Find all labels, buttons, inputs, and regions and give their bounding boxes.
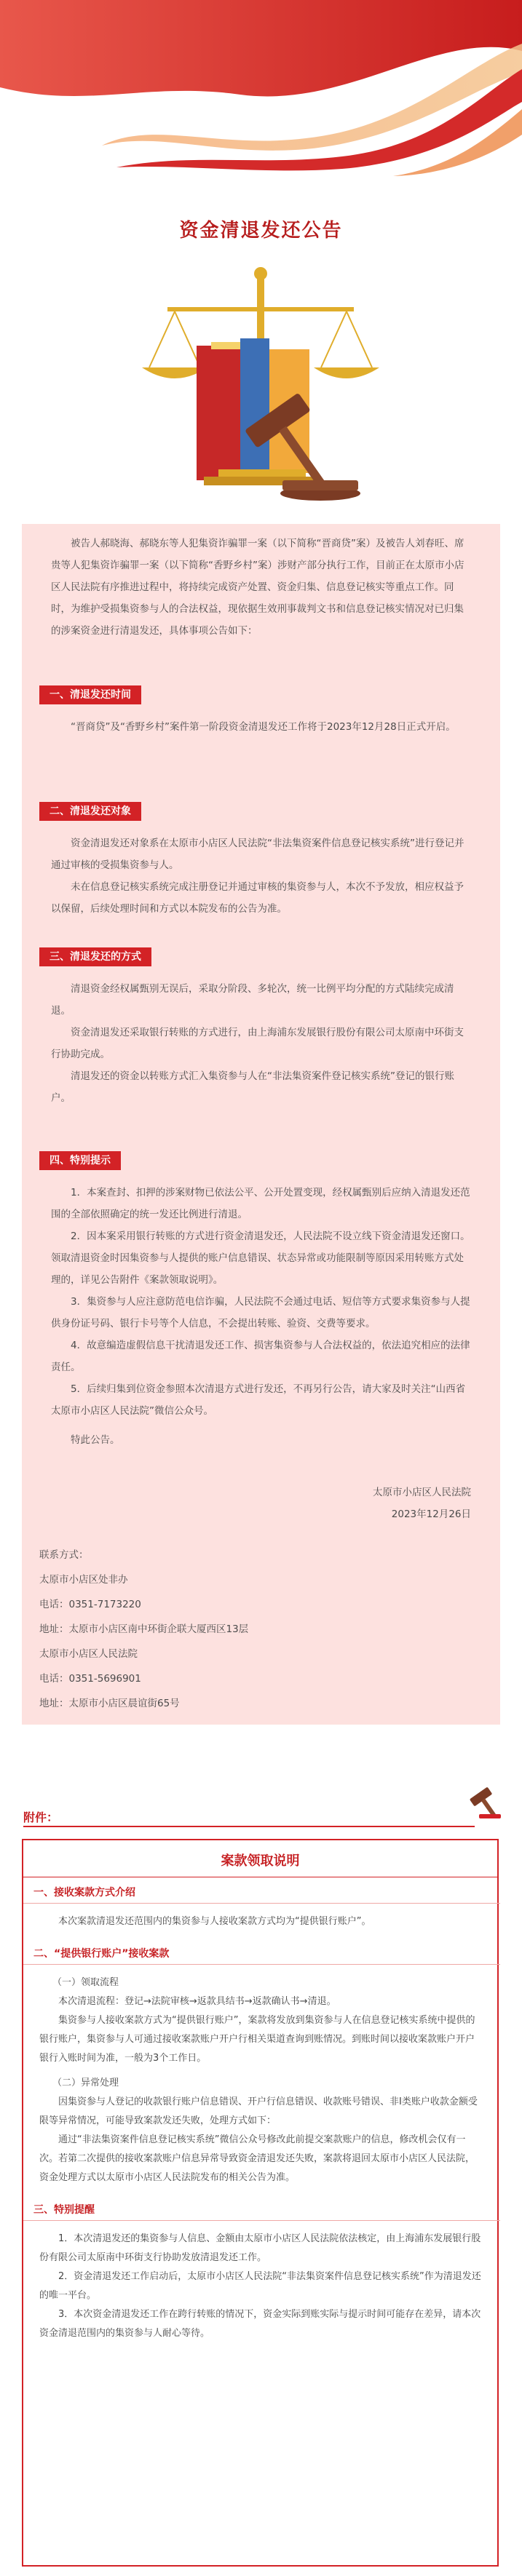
sub-paragraph: 2．资金清退发还工作启动后，太原市小店区人民法院“非法集资案件信息登记核实系统”作为清退发还的唯一平台。: [39, 2271, 481, 2301]
sub-paragraph: 因集资参与人登记的收款银行账户信息错误、开户行信息错误、收款账号错误、非Ⅰ类账户收款金额受限等异常情况，可能导致案款发还失败，处理方式如下：: [39, 2096, 478, 2126]
section-paragraph: “晋商贷”及“香野乡村”案件第一阶段资金清退发还工作将于2023年12月28日正式开启。: [71, 721, 456, 733]
contact-line: 地址：太原市小店区晨谊街65号: [39, 1698, 180, 1709]
contact-label: 联系方式：: [39, 1549, 89, 1561]
sub-paragraph: 本次案款清退发还范围内的集资参与人接收案款方式均为“提供银行账户”。: [58, 1916, 371, 1927]
header-banner: [0, 0, 522, 204]
intro-paragraph: 被告人郝晓海、郝晓东等人犯集资诈骗罪一案（以下简称“晋商贷”案）及被告人刘春旺、席贵等人犯集资诈骗罪一案（以下简称“香野乡村”案）涉财产部分执行工作，目前正在太原市小店区人民法院有序推进过程中，将持续完成资产处置、资金归集、信息登记核实等重点工作。同时，为维护受损集资参与人的合法权益，现依据生效刑事裁判文书和信息登记核实情况对已归集的涉案资金进行清退发还，具体事项公告如下：: [51, 538, 464, 637]
sub-heading: 一、接收案款方式介绍: [33, 1887, 135, 1899]
sub-paragraph: 集资参与人接收案款方式为“提供银行账户”，案款将发放到集资参与人在信息登记核实系统中提供的银行账户，集资参与人可通过接收案款账户开户行相关渠道查询到账情况。到账时间以接收案款账户开户银行入账时间为准，一般为3个工作日。: [39, 2015, 475, 2064]
section-paragraph: 清退发还的资金以转账方式汇入集资参与人在“非法集资案件登记核实系统”登记的银行账户。: [51, 1070, 454, 1104]
sub-paragraph: 通过“非法集资案件信息登记核实系统”微信公众号修改此前提交案款账户的信息，修改机会仅有一次。若第二次提供的接收案款账户信息异常导致资金清退发还失败，案款将退回太原市小店区人民法院，资金处理方式以太原市小店区人民法院发布的相关公告为准。: [39, 2134, 475, 2183]
red-wave-decoration: [0, 0, 522, 204]
closing-line: 特此公告。: [71, 1434, 120, 1446]
section-heading: 一、清退发还时间: [39, 685, 141, 704]
box-title: 案款领取说明: [221, 1853, 300, 1869]
contact-line: 地址：太原市小店区南中环街企联大厦西区13层: [39, 1623, 249, 1635]
sub-heading: 三、特别提醒: [33, 2204, 95, 2216]
tip-paragraph: 5．后续归集到位资金参照本次清退方式进行发还，不再另行公告，请大家及时关注“山西省太原市小店区人民法院”微信公众号。: [51, 1383, 466, 1417]
section-heading: 四、特别提示: [39, 1151, 121, 1170]
signature-court: 太原市小店区人民法院: [373, 1487, 471, 1498]
contact-line: 太原市小店区人民法院: [39, 1648, 138, 1660]
justice-illustration: [0, 262, 522, 524]
sub-paragraph: 本次清退流程：登记→法院审核→返款具结书→返款确认书→清退。: [58, 1996, 336, 2007]
tip-paragraph: 2．因本案采用银行转账的方式进行资金清退发还，人民法院不设立线下资金清退发还窗口。领取清退资金时因集资参与人提供的账户信息错误、状态异常或功能限制等原因采用转账方式处理的，详见公告附件《案款领取说明》。: [51, 1231, 470, 1286]
contact-line: 电话：0351-5696901: [39, 1673, 141, 1685]
tip-paragraph: 3．集资参与人应注意防范电信诈骗，人民法院不会通过电话、短信等方式要求集资参与人提供身份证号码、银行卡号等个人信息，不会提出转账、验资、交费等要求。: [51, 1296, 470, 1329]
sub-heading: 二、“提供银行账户”接收案款: [33, 1948, 170, 1960]
signature-date: 2023年12月26日: [391, 1508, 471, 1520]
section-paragraph: 资金清退发还采取银行转账的方式进行，由上海浦东发展银行股份有限公司太原南中环街支行协助完成。: [51, 1027, 464, 1060]
gavel-icon: [466, 1784, 504, 1821]
section-target: [22, 802, 500, 920]
section-tips: [22, 1151, 500, 1451]
claim-instructions-box: [22, 1839, 499, 2567]
notice-panel: [22, 524, 500, 1725]
section-time: [22, 685, 500, 738]
section-paragraph: 未在信息登记核实系统完成注册登记并通过审核的集资参与人，本次不予发放，相应权益予以保留，后续处理时间和方式以本院发布的公告为准。: [51, 881, 464, 915]
attachment-divider: [23, 1826, 475, 1827]
section-method: [22, 947, 500, 1109]
inner-heading: （二）异常处理: [52, 2078, 119, 2088]
section-paragraph: 资金清退发还对象系在太原市小店区人民法院“非法集资案件信息登记核实系统”进行登记并通过审核的受损集资参与人。: [51, 838, 464, 871]
contact-line: 电话：0351-7173220: [39, 1599, 141, 1610]
tip-paragraph: 4．故意编造虚假信息干扰清退发还工作、损害集资参与人合法权益的，依法追究相应的法律责任。: [51, 1340, 470, 1373]
inner-heading: （一）领取流程: [52, 1977, 119, 1988]
section-heading: 三、清退发还的方式: [39, 947, 151, 966]
page-title: 资金清退发还公告: [179, 220, 343, 242]
tip-paragraph: 1．本案查封、扣押的涉案财物已依法公平、公开处置变现，经权属甄别后应纳入清退发还范围的全部依照确定的统一发还比例进行清退。: [51, 1187, 470, 1220]
contact-line: 太原市小店区处非办: [39, 1574, 128, 1586]
contact-block: [22, 1543, 500, 1716]
sub-paragraph: 1．本次清退发还的集资参与人信息、金额由太原市小店区人民法院依法核定，由上海浦东发展银行股份有限公司太原南中环街支行协助发放清退发还工作。: [39, 2233, 481, 2263]
scale-gavel-icon: [0, 262, 522, 524]
section-paragraph: 清退资金经权属甄别无误后，采取分阶段、多轮次，统一比例平均分配的方式陆续完成清退。: [51, 983, 454, 1017]
sub-paragraph: 3．本次资金清退发还工作在跨行转账的情况下，资金实际到账实际与提示时间可能存在差异，请本次资金清退范围内的集资参与人耐心等待。: [39, 2309, 481, 2339]
section-heading: 二、清退发还对象: [39, 802, 141, 821]
signature-block: [22, 1482, 500, 1525]
attachment-label: 附件：: [23, 1810, 59, 1824]
